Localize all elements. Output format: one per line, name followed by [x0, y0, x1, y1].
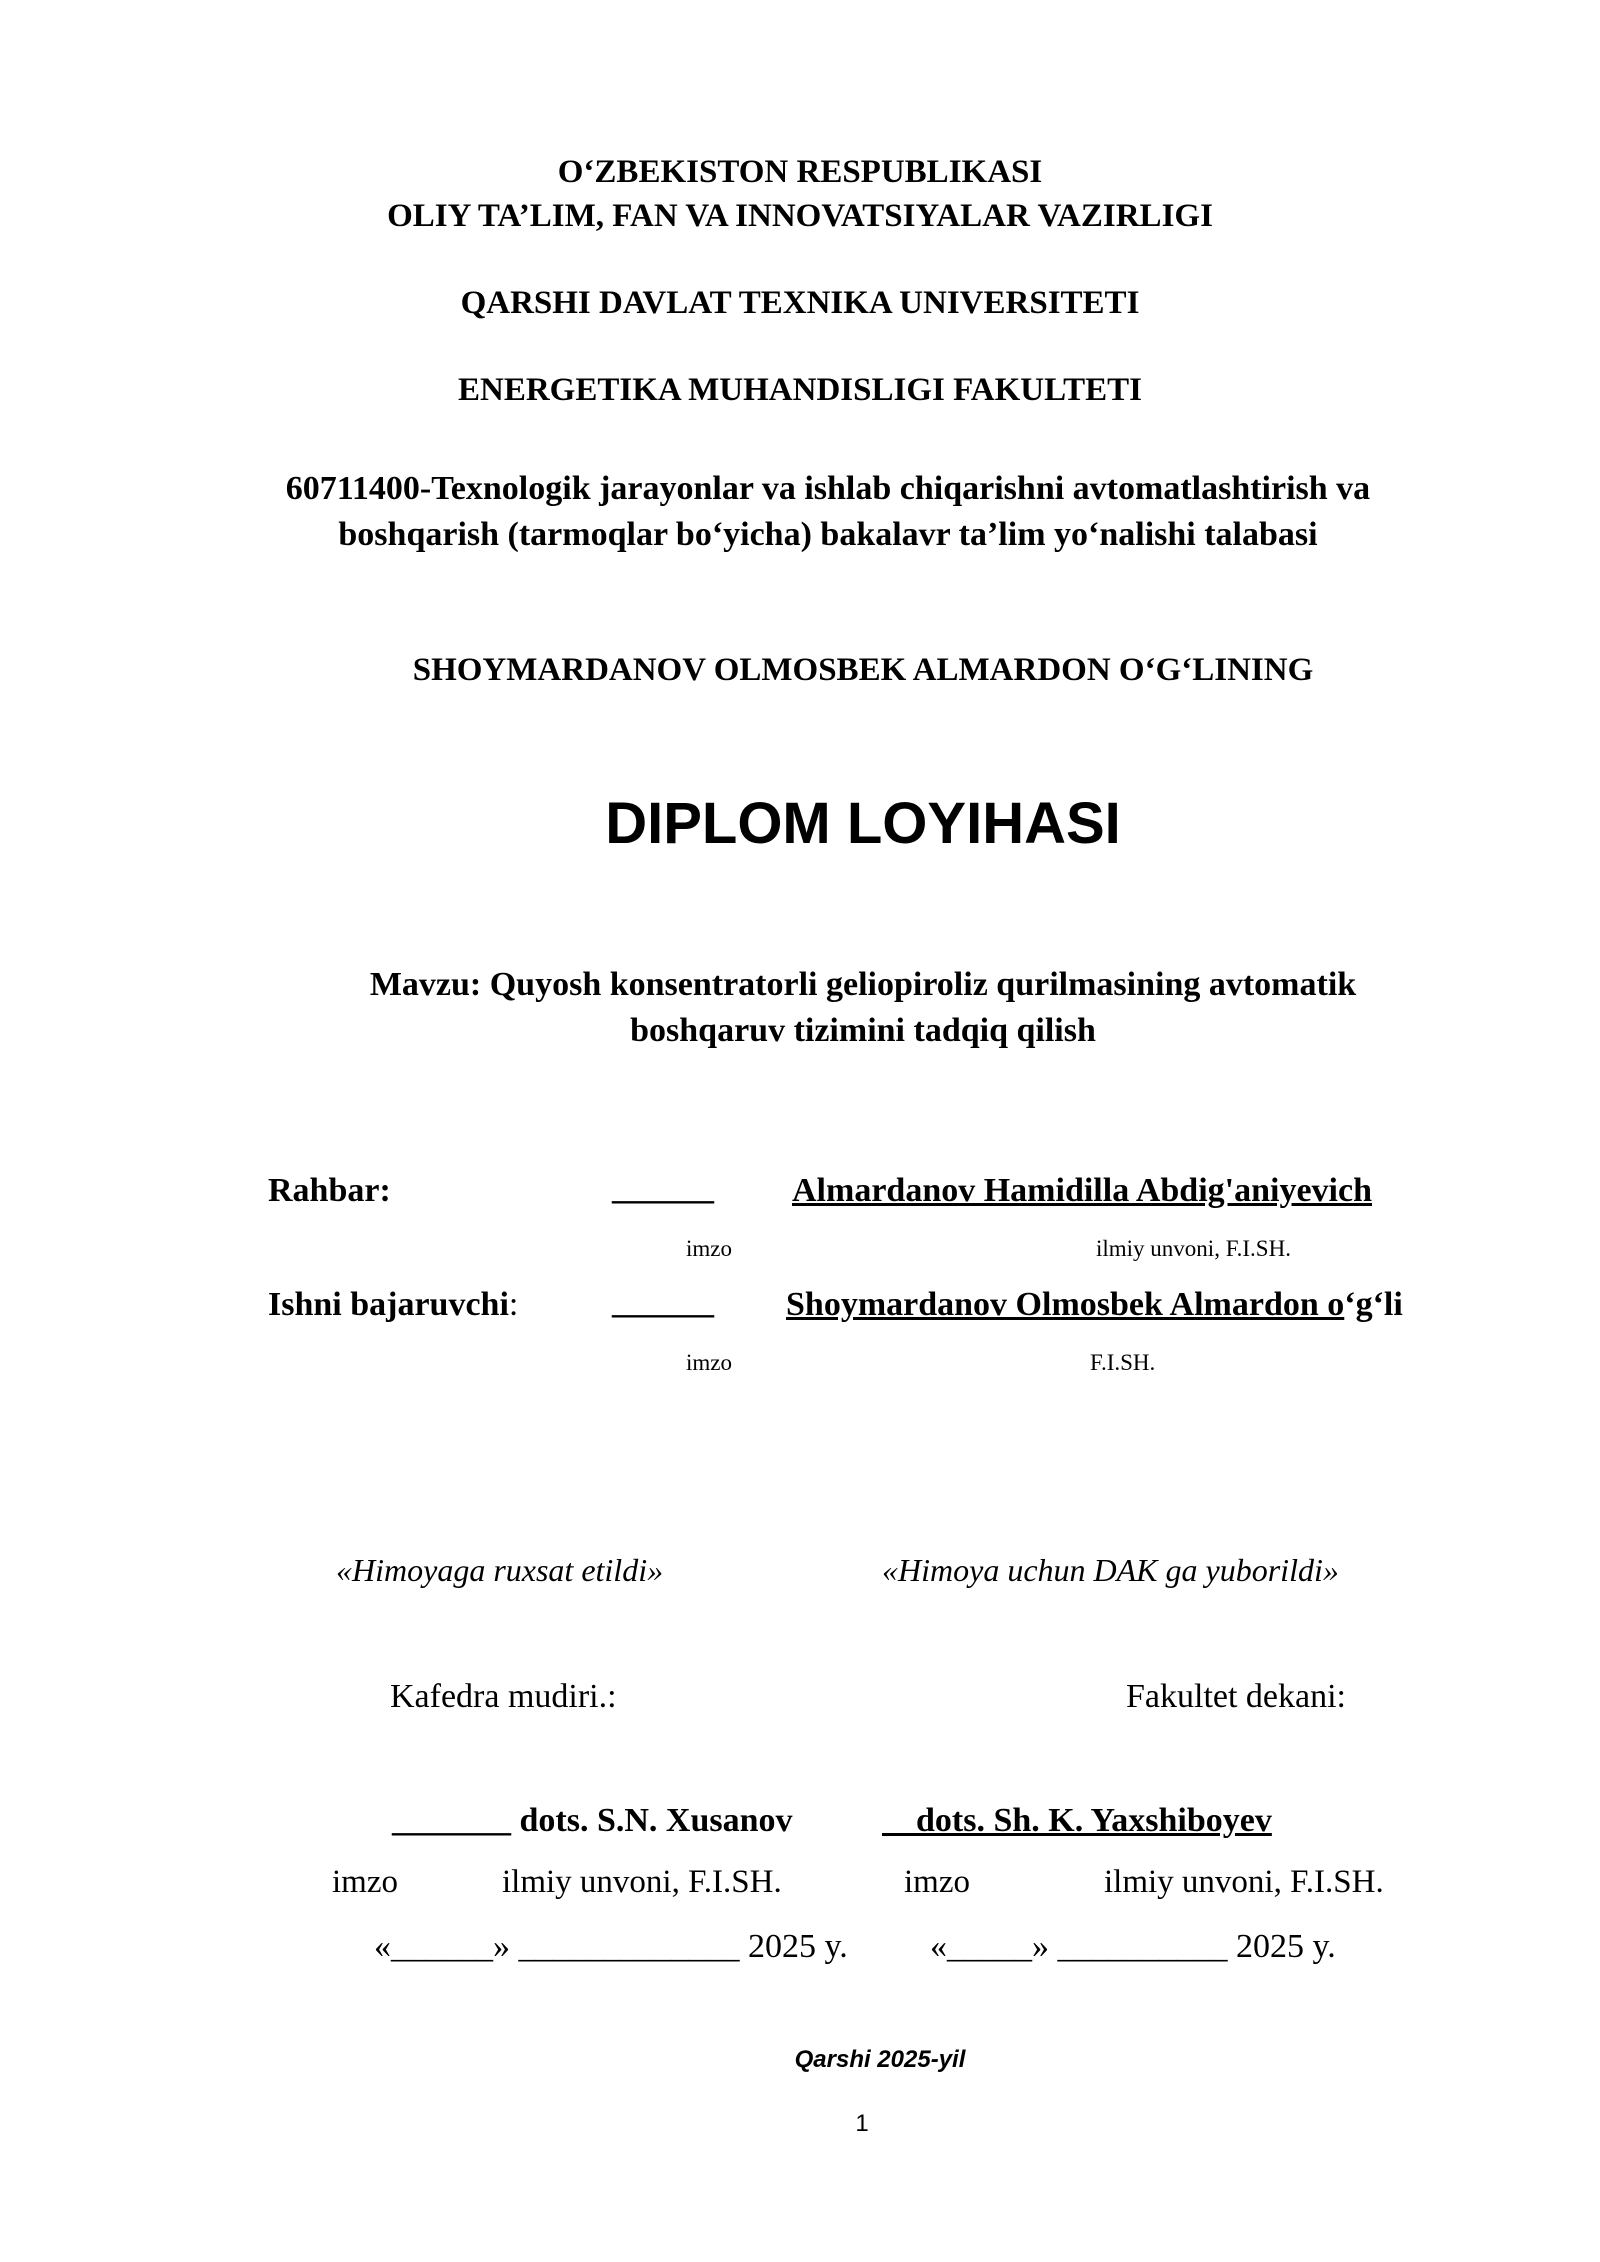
supervisor-name-caption: ilmiy unvoni, F.I.SH. — [1096, 1236, 1291, 1261]
approval-left-heading: «Himoyaga ruxsat etildi» — [336, 1552, 664, 1588]
document-title: DIPLOM LOYIHASI — [605, 791, 1121, 856]
performer-name-rest: ‘g‘li — [1344, 1286, 1403, 1323]
place-year: Qarshi 2025-yil — [794, 2046, 966, 2073]
left-signatory — [392, 1802, 793, 1840]
program-line-1: 60711400-Texnologik jarayonlar va ishlab chiqarishni avtomatlashtirish va — [285, 470, 1371, 507]
right-sign-caption: imzo — [904, 1864, 970, 1900]
approval-right-heading: «Himoya uchun DAK ga yuborildi» — [882, 1552, 1339, 1588]
left-role: Kafedra mudiri.: — [390, 1678, 617, 1715]
right-role: Fakultet dekani: — [1126, 1678, 1347, 1715]
performer-name-underlined: Shoymardanov Olmosbek Almardon o — [786, 1286, 1345, 1323]
performer-name-caption: F.I.SH. — [1090, 1350, 1156, 1375]
faculty-heading: ENERGETIKA MUHANDISLIGI FAKULTETI — [458, 372, 1142, 408]
performer-colon: : — [508, 1286, 519, 1323]
supervisor-name: Almardanov Hamidilla Abdig'aniyevich — [792, 1172, 1372, 1209]
performer-sign-caption: imzo — [686, 1350, 732, 1375]
topic-line-2: boshqaruv tizimini tadqiq qilish — [630, 1012, 1096, 1049]
left-signature-blank: _______ — [392, 1802, 511, 1839]
university-heading: QARSHI DAVLAT TEXNIKA UNIVERSITETI — [460, 285, 1140, 321]
performer-label: Ishni bajaruvchi — [268, 1286, 509, 1323]
left-sign-caption: imzo — [332, 1864, 398, 1900]
left-date-line: «______» _____________ 2025 y. — [374, 1928, 848, 1965]
ministry-heading: OLIY TA’LIM, FAN VA INNOVATSIYALAR VAZIRLIGI — [387, 198, 1213, 234]
performer-name — [786, 1286, 1403, 1324]
topic-line-1: Mavzu: Quyosh konsentratorli geliopiroliz qurilmasining avtomatik — [369, 966, 1357, 1003]
left-name-caption: ilmiy unvoni, F.I.SH. — [502, 1864, 782, 1900]
left-signatory-name: dots. S.N. Xusanov — [511, 1802, 793, 1839]
student-name-heading: SHOYMARDANOV OLMOSBEK ALMARDON O‘G‘LINING — [412, 652, 1314, 688]
right-date-line: «_____» __________ 2025 y. — [930, 1928, 1336, 1965]
country-heading: O‘ZBEKISTON RESPUBLIKASI — [557, 154, 1043, 190]
supervisor-sign-caption: imzo — [686, 1236, 732, 1261]
supervisor-label: Rahbar: — [268, 1172, 391, 1209]
page-number: 1 — [855, 2110, 869, 2137]
performer-label-row — [268, 1286, 518, 1324]
right-name-caption: ilmiy unvoni, F.I.SH. — [1104, 1864, 1384, 1900]
supervisor-signature-blank: ______ — [612, 1170, 714, 1207]
performer-signature-blank: ______ — [612, 1284, 714, 1321]
program-line-2: boshqarish (tarmoqlar bo‘yicha) bakalavr ta’lim yo‘nalishi talabasi — [338, 516, 1318, 553]
right-signatory-name: dots. Sh. K. Yaxshiboyev — [882, 1802, 1272, 1839]
